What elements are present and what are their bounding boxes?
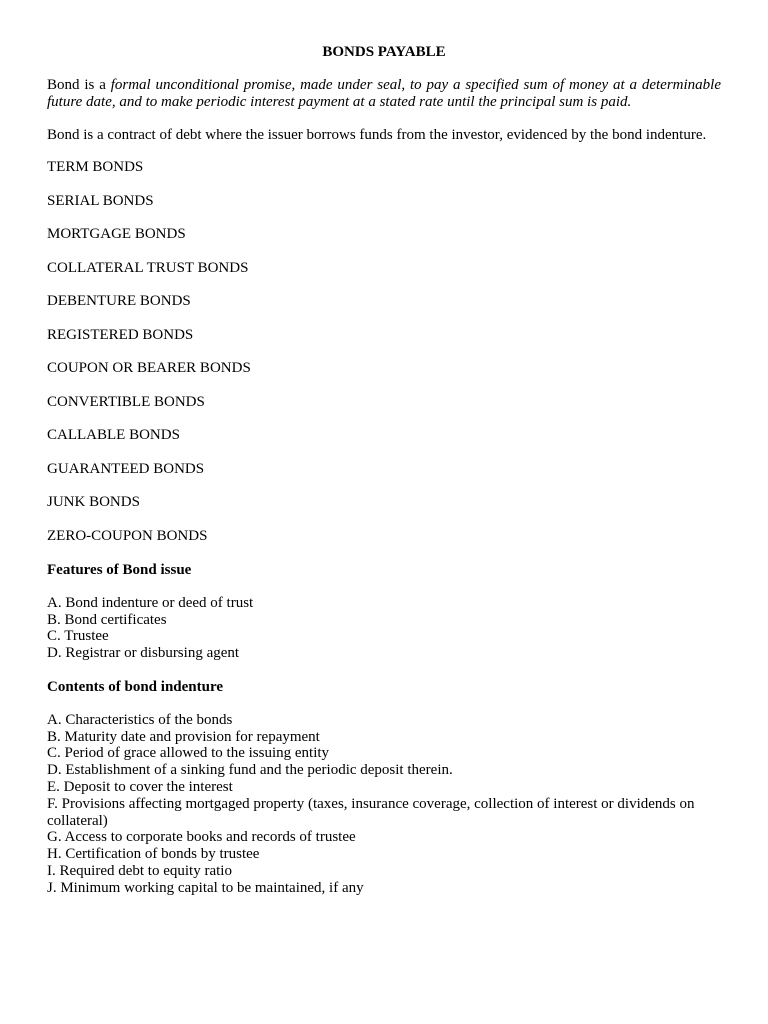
- feature-item: A. Bond indenture or deed of trust: [47, 594, 254, 611]
- contents-heading: Contents of bond indenture: [47, 678, 224, 695]
- bond-types-list: [47, 159, 721, 544]
- bond-type-item: MORTGAGE BONDS: [47, 226, 186, 243]
- content-item: C. Period of grace allowed to the issuing entity: [47, 745, 330, 762]
- bond-type-item: COLLATERAL TRUST BONDS: [47, 259, 249, 276]
- bond-type-item: COUPON OR BEARER BONDS: [47, 360, 251, 377]
- content-item: F. Provisions affecting mortgaged property (taxes, insurance coverage, collection of interest or dividends on collateral): [47, 795, 695, 829]
- feature-item: C. Trustee: [47, 628, 109, 645]
- content-item: G. Access to corporate books and records of trustee: [47, 829, 356, 846]
- document-page: [47, 43, 721, 913]
- page-title: BONDS PAYABLE: [322, 44, 446, 60]
- bond-type-item: ZERO-COUPON BONDS: [47, 527, 208, 544]
- content-item: D. Establishment of a sinking fund and the periodic deposit therein.: [47, 762, 453, 779]
- bond-type-item: REGISTERED BONDS: [47, 326, 194, 343]
- definition-paragraph: [47, 77, 721, 111]
- feature-item: B. Bond certificates: [47, 611, 167, 628]
- bond-type-item: GUARANTEED BONDS: [47, 460, 205, 477]
- bond-type-item: DEBENTURE BONDS: [47, 293, 191, 310]
- bond-type-item: SERIAL BONDS: [47, 192, 154, 209]
- contract-definition-paragraph: Bond is a contract of debt where the issuer borrows funds from the investor, evidenced by the bond indenture.: [47, 126, 707, 143]
- bond-type-item: CALLABLE BONDS: [47, 427, 180, 444]
- content-item: B. Maturity date and provision for repayment: [47, 728, 320, 745]
- feature-item: D. Registrar or disbursing agent: [47, 645, 240, 662]
- bond-type-item: JUNK BONDS: [47, 494, 140, 511]
- content-item: H. Certification of bonds by trustee: [47, 846, 260, 863]
- definition-lead: Bond is a: [47, 77, 106, 93]
- content-item: E. Deposit to cover the interest: [47, 778, 233, 795]
- features-list: [47, 595, 721, 662]
- features-heading: Features of Bond issue: [47, 561, 192, 578]
- content-item: A. Characteristics of the bonds: [47, 711, 233, 728]
- content-item: I. Required debt to equity ratio: [47, 862, 232, 879]
- bond-type-item: CONVERTIBLE BONDS: [47, 393, 205, 410]
- definition-italic: formal unconditional promise, made under seal, to pay a specified sum of money at a determinable future date, and to make periodic interest payment at a stated rate until the principal sum is paid.: [47, 77, 722, 110]
- bond-type-item: TERM BONDS: [47, 159, 144, 176]
- contents-list: [47, 712, 721, 897]
- content-item: J. Minimum working capital to be maintained, if any: [47, 879, 364, 896]
